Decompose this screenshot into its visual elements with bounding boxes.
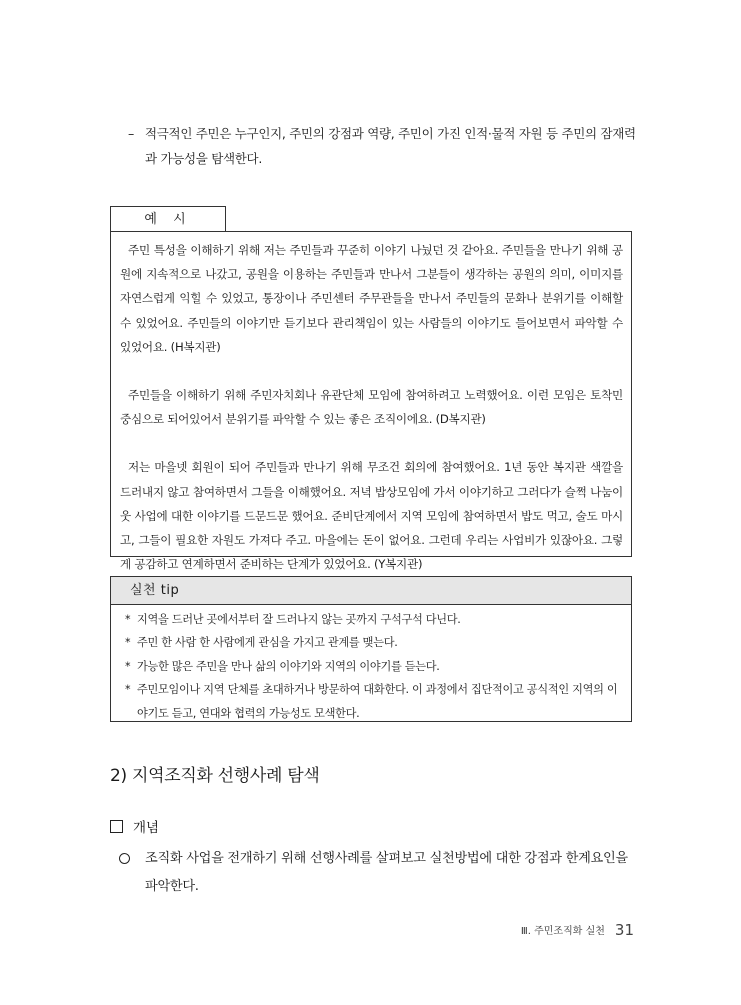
example-box (110, 231, 632, 572)
tip-box (110, 604, 632, 722)
tip-item: * 주민 한 사람 한 사람에게 관심을 가지고 관계를 맺는다. (125, 631, 623, 654)
concept-label: 개념 (133, 820, 160, 836)
asterisk-marker: * (125, 613, 131, 626)
concept-bullet (119, 845, 639, 901)
asterisk-marker: * (125, 683, 131, 697)
example-paragraph-y: 저는 마을넷 회원이 되어 주민들과 만나기 위해 무조건 회의에 참여했어요. 1년 동안 복지관 색깔을 드러내지 않고 참여하면서 그들을 이해했어요. 저녁 밥상모임에 가서 이야기하고 그러다가 슬쩍 나눔이웃 사업에 대한 이야기를 드문드문 했어요. 준비단계에서 지역 모임에 참여하면서 밥도 먹고, 술도 마시고, 그들이 필요한 자원도 가져다 주고. 마을에는 돈이 없어요. 그런데 우리는 사업비가 있잖아요. 그렇게 공감하고 연계하면서 준비하는 단계가 있었어요. (Y복지관) (120, 460, 623, 572)
intro-paragraph (128, 121, 638, 171)
intro-text: 적극적인 주민은 누구인지, 주민의 강점과 역량, 주민이 가진 인적·물적 자원 등 주민의 잠재력과 가능성을 탐색한다. (145, 126, 636, 166)
tip-header: 실천 tip (110, 576, 632, 605)
concept-bullet-text: 조직화 사업을 전개하기 위해 선행사례를 살펴보고 실천방법에 대한 강점과 한계요인을 파악한다. (145, 851, 628, 894)
concept-heading (110, 815, 159, 841)
dash-marker: – (128, 126, 134, 141)
tip-item: * 지역을 드러난 곳에서부터 잘 드러나지 않는 곳까지 구석구석 다닌다. (125, 608, 623, 631)
tip-item: * 가능한 많은 주민을 만나 삶의 이야기와 지역의 이야기를 듣는다. (125, 655, 623, 678)
example-paragraph-d: 주민들을 이해하기 위해 주민자치회나 유관단체 모임에 참여하려고 노력했어요. 이런 모임은 토착민 중심으로 되어있어서 분위기를 파악할 수 있는 좋은 조직이에요. (D복지관) (120, 388, 623, 427)
circle-bullet-icon (119, 853, 130, 864)
page-number: 31 (614, 921, 634, 939)
example-paragraph-h: 주민 특성을 이해하기 위해 저는 주민들과 꾸준히 이야기 나눴던 것 같아요. 주민들을 만나기 위해 공원에 지속적으로 나갔고, 공원을 이용하는 주민들과 만나서 그분들이 생각하는 공원의 의미, 이미지를 자연스럽게 익힐 수 있었고, 통장이나 주민센터 주무관들을 만나서 주민들의 문화나 분위기를 이해할 수 있었어요. 주민들의 이야기만 듣기보다 관리책임이 있는 사람들의 이야기도 들어보면서 파악할 수 있었어요. (H복지관) (120, 243, 623, 354)
asterisk-marker: * (125, 659, 131, 673)
square-bullet-icon (110, 820, 123, 833)
footer-chapter: Ⅲ. 주민조직화 실천 (520, 926, 605, 937)
example-tab-label: 예 시 (110, 206, 226, 232)
page-footer (521, 919, 634, 943)
tip-item: * 주민모임이나 지역 단체를 초대하거나 방문하여 대화한다. 이 과정에서 집단적이고 공식적인 지역의 이야기도 듣고, 연대와 협력의 가능성도 모색한다. (125, 678, 623, 725)
asterisk-marker: * (125, 636, 131, 650)
section-heading: 2) 지역조직화 선행사례 탐색 (110, 766, 320, 786)
tip-list (125, 608, 623, 725)
